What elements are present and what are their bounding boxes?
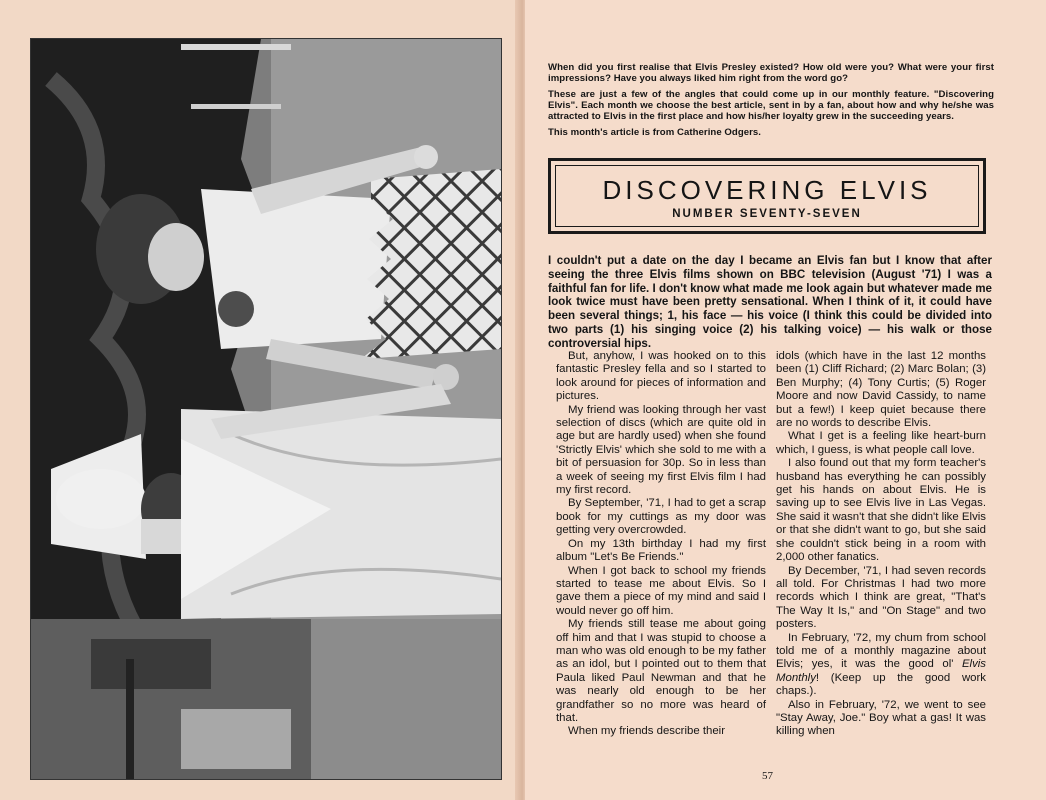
photo-elvis-and-girl [30, 38, 502, 780]
intro-credit: This month's article is from Catherine Odgers. [548, 127, 762, 138]
lead-paragraph: I couldn't put a date on the day I became an Elvis fan but I know that after seeing the three Elvis films shown on BBC television (August '71) I was a faithful fan for life. I don't know what made me look again but whatever made me look twice must have been pretty sensational. When I think of it, it could have been several things; 1, his face — his voice (I think this could be divided into two parts (1) his singing voice (2) his talking voice) — his walk or those controversial hips. [548, 254, 992, 350]
article-paragraph: What I get is a feeling like heart-burn which, I guess, is what people call love. [776, 430, 986, 456]
feb-text: In February, '72, my chum from school told me of a monthly magazine about Elvis; yes, it was the good ol' [776, 631, 986, 671]
article-column-left [556, 350, 766, 739]
intro-paragraph: When did you first realise that Elvis Presley existed? How old were you? What were your first impressions? Have you always liked him right from the word go? [548, 62, 994, 84]
article-paragraph: My friend was looking through her vast selection of discs (which are quite old in age but are hardly used) when she found 'Strictly Elvis' which she sold to me with a bit of persuasion for 30p. So in less than a week of seeing my first Elvis film I had my first record. [556, 403, 766, 497]
intro-paragraph: These are just a few of the angles that could come up in our monthly feature. "Discovering Elvis". Each month we choose the best article, sent in by a fan, about how and why he/she was attracted to Elvis in the first place and how his/her loyalty grew in the succeeding years. [548, 89, 994, 122]
article-column-right [776, 350, 986, 739]
article-paragraph: Also in February, '72, we went to see "Stay Away, Joe." Boy what a gas! It was killing when [776, 698, 986, 738]
title-box [548, 158, 986, 234]
page-number: 57 [762, 770, 773, 782]
left-page [0, 0, 521, 800]
article-paragraph: When my friends describe their [568, 725, 725, 738]
article-paragraph: But, anyhow, I was hooked on to this fantastic Presley fella and so I started to look around for pieces of information and pictures. [556, 350, 766, 403]
feature-subtitle: NUMBER SEVENTY-SEVEN [672, 208, 862, 220]
article-paragraph: By September, '71, I had to get a scrap book for my cuttings as my door was getting very overcrowded. [556, 497, 766, 537]
article-paragraph: I also found out that my form teacher's husband has everything he can possibly get his hands on about Elvis. He is saving up to see Elvis live in Las Vegas. She said it wasn't that she didn't like Elvis or that she didn't want to go, but she said she couldn't stick being in a room with 2,000 other fanatics. [776, 457, 986, 564]
feb-text-end: ! (Keep up the good work chaps.). [776, 671, 986, 698]
article-paragraph: When I got back to school my friends started to tease me about Elvis. So I gave them a piece of my mind and said I would never go off him. [556, 564, 766, 617]
magazine-name: Elvis Monthly [776, 658, 986, 684]
article-paragraph: On my 13th birthday I had my first album "Let's Be Friends." [556, 537, 766, 564]
intro-text [548, 62, 994, 143]
article-paragraph: My friends still tease me about going off him and that I was stupid to choose a man who was old enough to be my father as an idol, but I pointed out to them that Paula liked Paul Newman and that he was nearly old enough to be her grandfather so no more was heard of that. [556, 618, 766, 724]
article-paragraph [776, 632, 986, 699]
article-paragraph: By December, '71, I had seven records all told. For Christmas I had two more records which I think are great, "That's The Way It Is," and "On Stage" and two posters. [776, 564, 986, 631]
article-paragraph: idols (which have in the last 12 months been (1) Cliff Richard; (2) Marc Bolan; (3) Ben Murphy; (4) Tony Curtis; (5) Roger Moore and now David Cassidy, to name but a few!) I keep quiet because there are no words to describe Elvis. [776, 350, 986, 430]
feature-title: DISCOVERING ELVIS [602, 175, 932, 205]
